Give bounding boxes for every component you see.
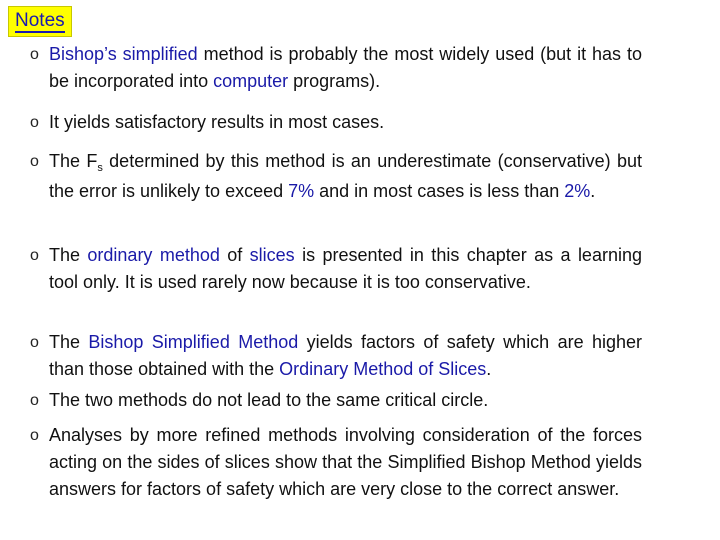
bullet-item (30, 242, 655, 296)
bullet-item (30, 41, 655, 95)
bullet-text: Bishop’s simplified method is probably the most widely used (but it has to be incorporated into computer programs). (49, 44, 642, 91)
bullet-text: Analyses by more refined methods involving consideration of the forces acting on the sides of slices show that the Simplified Bishop Method yields answers for factors of safety which are very close to the correct answer. (49, 425, 642, 499)
hollow-circle-bullet-icon: o (30, 153, 39, 170)
bullet-text: The ordinary method of slices is presented in this chapter as a learning tool only. It is used rarely now because it is too conservative. (49, 245, 642, 292)
bullet-item (30, 329, 655, 383)
hollow-circle-bullet-icon: o (30, 334, 39, 351)
hollow-circle-bullet-icon: o (30, 392, 39, 409)
bullet-text: The $F_s$ determined by this method is an underestimate (conservative) but the error is unlikely to exceed 7% and in most cases is less than 2%. (49, 151, 643, 201)
notes-label: Notes (8, 6, 72, 37)
bullet-item (30, 109, 655, 136)
hollow-circle-bullet-icon: o (30, 427, 39, 444)
bullet-text: It yields satisfactory results in most cases. (49, 112, 385, 132)
hollow-circle-bullet-icon: o (30, 114, 39, 131)
bullet-item (30, 422, 655, 503)
bullet-text: The two methods do not lead to the same critical circle. (49, 390, 489, 410)
hollow-circle-bullet-icon: o (30, 46, 39, 63)
bullet-item (30, 148, 655, 205)
bullet-item (30, 387, 655, 414)
bullet-text: The Bishop Simplified Method yields factors of safety which are higher than those obtained with the Ordinary Method of Slices. (49, 332, 642, 379)
hollow-circle-bullet-icon: o (30, 247, 39, 264)
